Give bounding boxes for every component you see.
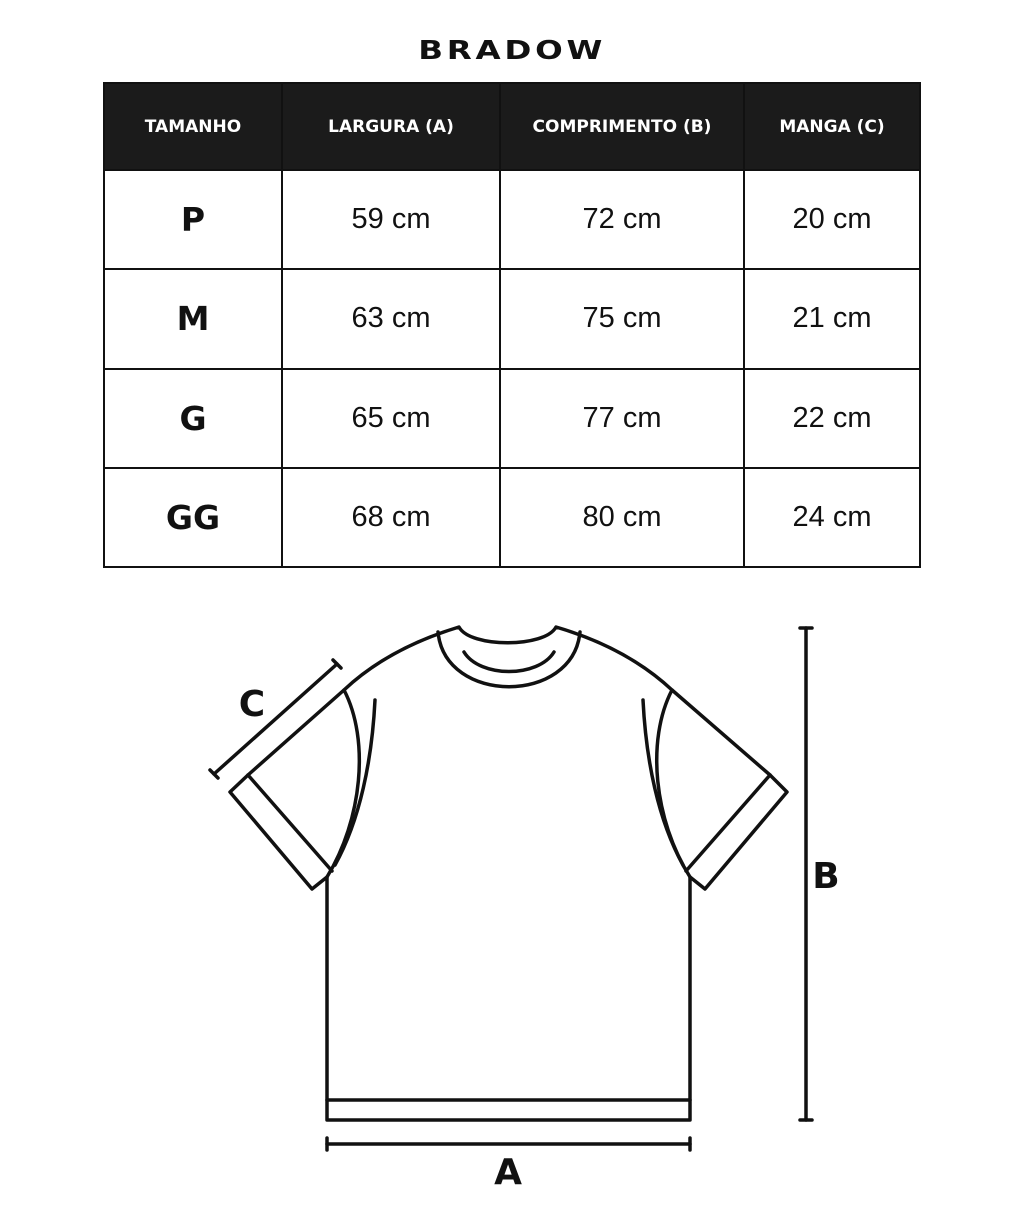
collar bbox=[438, 632, 580, 687]
header-sleeve: MANGA (C) bbox=[744, 83, 920, 170]
right-armhole-seam bbox=[643, 700, 683, 865]
table-row bbox=[104, 170, 920, 269]
cell-width: 65 cm bbox=[282, 369, 500, 468]
cell-sleeve: 20 cm bbox=[744, 170, 920, 269]
table-row bbox=[104, 269, 920, 368]
brand-logo bbox=[0, 36, 1024, 66]
header-size: TAMANHO bbox=[104, 83, 282, 170]
tshirt-measurement-diagram bbox=[0, 600, 1024, 1200]
cell-length: 72 cm bbox=[500, 170, 744, 269]
left-cuff bbox=[248, 775, 332, 871]
cell-sleeve: 22 cm bbox=[744, 369, 920, 468]
collar-inner bbox=[464, 652, 554, 672]
right-cuff bbox=[686, 775, 770, 871]
cell-sleeve: 24 cm bbox=[744, 468, 920, 567]
cell-length: 77 cm bbox=[500, 369, 744, 468]
dimension-line-c bbox=[214, 664, 337, 774]
table-row bbox=[104, 468, 920, 567]
cell-size: GG bbox=[104, 468, 282, 567]
brand-name: BRADOW bbox=[418, 36, 606, 66]
table-header-row bbox=[104, 83, 920, 170]
size-table bbox=[103, 82, 921, 568]
cell-size: G bbox=[104, 369, 282, 468]
label-a: A bbox=[494, 1152, 522, 1193]
header-length: COMPRIMENTO (B) bbox=[500, 83, 744, 170]
table-row bbox=[104, 369, 920, 468]
label-c: C bbox=[238, 684, 266, 725]
label-b: B bbox=[812, 856, 840, 897]
cell-length: 75 cm bbox=[500, 269, 744, 368]
cell-width: 68 cm bbox=[282, 468, 500, 567]
cell-width: 63 cm bbox=[282, 269, 500, 368]
cell-length: 80 cm bbox=[500, 468, 744, 567]
tshirt-outline bbox=[230, 627, 787, 1120]
cell-size: M bbox=[104, 269, 282, 368]
cell-size: P bbox=[104, 170, 282, 269]
header-width: LARGURA (A) bbox=[282, 83, 500, 170]
cell-width: 59 cm bbox=[282, 170, 500, 269]
cell-sleeve: 21 cm bbox=[744, 269, 920, 368]
